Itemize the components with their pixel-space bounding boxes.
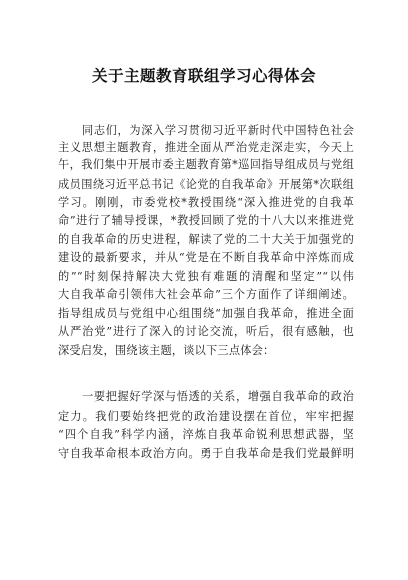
paragraph-1-line-4: 成员围绕习近平总书记《论党的自我革命》开展第*次联组: [58, 178, 354, 191]
paragraph-1-line-10: 大自我革命引领伟大社会革命”三个方面作了详细阐述。: [58, 288, 354, 301]
paragraph-1-line-6: 命”进行了辅导授课，*教授回顾了党的十八大以来推进党: [58, 214, 354, 227]
document-title: 关于主题教育联组学习心得体会: [91, 67, 316, 85]
paragraph-1-line-2: 主义思想主题教育，推进全面从严治党走深走实，今天上: [58, 141, 354, 154]
paragraph-1-line-1: 同志们，为深入学习贯彻习近平新时代中国特色社会: [82, 124, 354, 137]
paragraph-1-line-12: 从严治党”进行了深入的讨论交流，听后，很有感触，也: [58, 325, 354, 338]
paragraph-2-line-2: 定力。我们要始终把党的政治建设摆在首位，牢牢把握: [58, 410, 354, 423]
paragraph-1-line-7: 的自我革命的历史进程，解读了党的二十大关于加强党的: [58, 233, 354, 246]
paragraph-1-line-9: 的”“时刻保持解决大党独有难题的清醒和坚定”“以伟: [58, 270, 354, 283]
paragraph-1-line-3: 午，我们集中开展市委主题教育第*巡回指导组成员与党组: [58, 158, 354, 171]
paragraph-1-line-8: 建设的最新要求，并从“党是在不断自我革命中淬炼而成: [58, 251, 354, 264]
paragraph-1-line-13: 深受启发，围绕该主题，谈以下三点体会：: [58, 344, 275, 357]
paragraph-1-line-11: 指导组成员与党组中心组围绕“加强自我革命，推进全面: [58, 307, 354, 320]
paragraph-2-line-4: 守自我革命根本政治方向。勇于自我革命是我们党最鲜明: [58, 447, 354, 460]
paragraph-2-line-3: “四个自我”科学内涵，淬炼自我革命锐利思想武器，坚: [58, 428, 354, 441]
paragraph-2-line-1: 一要把握好学深与悟透的关系，增强自我革命的政治: [82, 390, 354, 403]
paragraph-1-line-5: 学习。刚刚，市委党校*教授围绕“深入推进党的自我革: [58, 196, 354, 209]
